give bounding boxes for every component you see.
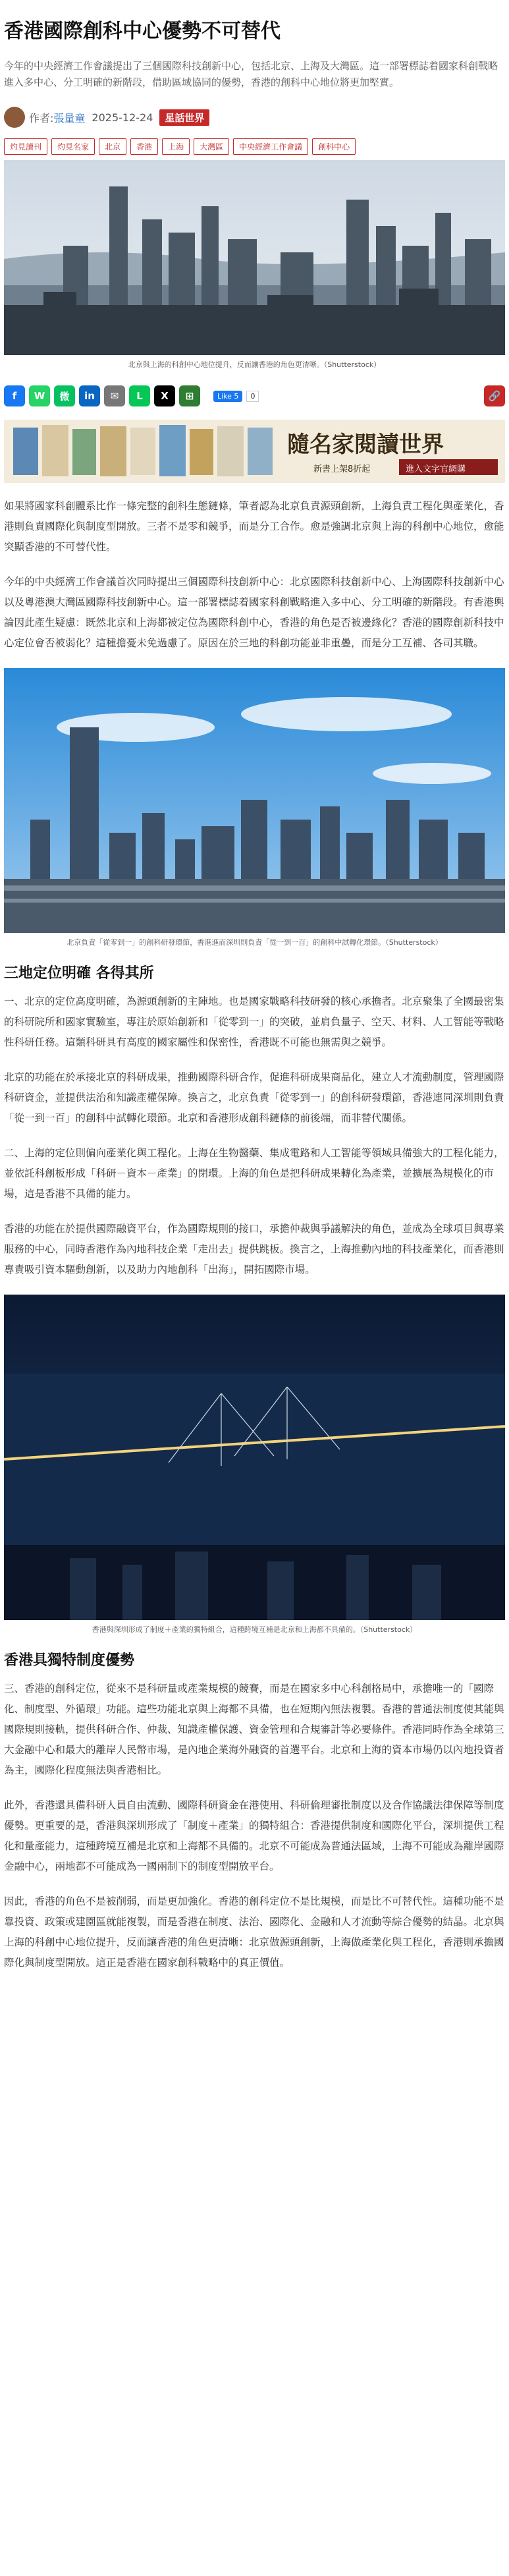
facebook-like-button[interactable]: Like 5: [213, 391, 242, 402]
author-link[interactable]: 張量童: [53, 111, 86, 125]
article-lead: 今年的中央經濟工作會議提出了三個國際科技創新中心，包括北京、上海及大灣區。這一部署標誌着國家科創戰略進入多中心、分工明確的新階段，借助區域協同的優勢，香港的創科中心地位將更加堅實。: [4, 60, 498, 88]
tag-item[interactable]: 創科中心: [312, 138, 356, 155]
tag-item[interactable]: 香港: [130, 138, 158, 155]
body-paragraph: 北京的功能在於承接北京的科研成果，推動國際科研合作，促進科研成果商品化，建立人才流動制度，管理國際科研資金，並提供法治和知識產權保障。換言之，北京負責「從零到一」的創科研發環節，香港連同深圳則負責「從一到一百」的創科中試轉化環節。北京和香港形成創科鏈條的前後端，而非替代關係。: [4, 1071, 504, 1124]
section-heading: 香港具獨特制度優勢: [4, 1652, 135, 1669]
body-paragraph: 一、北京的定位高度明確，為源頭創新的主陣地。也是國家戰略科技研發的核心承擔者。北京聚集了全國最密集的科研院所和國家實驗室，專注於原始創新和「從零到一」的突破，並肩負量子、空天、材料、人工智能等戰略性科研任務。這類科研具有高度的國家屬性和保密性，香港既不可能也無需與之競爭。: [4, 995, 504, 1048]
author-avatar[interactable]: [4, 107, 25, 128]
line-icon[interactable]: L: [129, 385, 150, 406]
linkedin-icon[interactable]: in: [79, 385, 100, 406]
x-icon[interactable]: X: [154, 385, 175, 406]
facebook-icon[interactable]: f: [4, 385, 25, 406]
copy-link-icon[interactable]: 🔗: [484, 385, 505, 406]
hero-image: [4, 160, 505, 355]
author-label: 作者:: [29, 111, 54, 125]
body-paragraph: 三、香港的創科定位，從來不是科研量或產業規模的競賽，而是在國家多中心科創格局中，承擔唯一的「國際化、制度型、外循環」功能。這些功能北京與上海都不具備，也在短期內無法複製。香港的普通法制度使其能與國際規則接軌，提供科研合作、仲裁、知識產權保護、資金管理和合規審計等必要條件。香港同時作為全球第三大金融中心和最大的離岸人民幣市場，是內地企業海外融資的首選平台。北京和上海的資本市場仍以內地投資者為主，國際化程度無法與香港相比。: [4, 1683, 504, 1776]
more-share-icon[interactable]: ⊞: [179, 385, 200, 406]
email-icon[interactable]: ✉: [104, 385, 125, 406]
body-paragraph: 此外，香港還具備科研人員自由流動、國際科研資金在港使用、科研倫理審批制度以及合作協議法律保障等制度優勢。更重要的是，香港與深圳形成了「制度＋產業」的獨特組合：香港提供制度和國際化平台，深圳提供工程化和量產能力，這種跨境互補是北京和上海都不具備的。北京不可能成為普通法區域，上海不可能成為離岸國際金融中心，兩地都不可能成為一國兩制下的制度型開放平台。: [4, 1799, 504, 1872]
image-caption: 北京負責「從零到一」的創科研發環節，香港進而深圳則負責「從一到一百」的創科中試轉化環節。（Shutterstock）: [67, 938, 442, 947]
share-bar: [4, 384, 505, 408]
tag-list: [4, 138, 505, 155]
banner-cta[interactable]: 進入文字官網購: [406, 464, 466, 474]
banner-title: 隨名家閱讀世界: [287, 432, 444, 458]
tag-item[interactable]: 北京: [99, 138, 126, 155]
section-badge[interactable]: 星話世界: [159, 109, 209, 126]
article-image: [4, 1295, 505, 1620]
publish-date: 2025-12-24: [92, 111, 153, 124]
body-paragraph: 因此，香港的角色不是被削弱，而是更加強化。香港的創科定位不是比規模，而是比不可替代性。這種功能不是靠投資、政策或建園區就能複製，而是香港在制度、法治、國際化、金融和人才流動等綜合優勢的結晶。北京與上海的科創中心地位提升，反而讓香港的角色更清晰：北京做源頭創新，上海做產業化與工程化，香港則承擔國際化與制度型開放。這正是香港在國家創科戰略中的真正價值。: [4, 1895, 504, 1969]
image-caption: 香港與深圳形成了制度＋產業的獨特組合，這種跨境互補是北京和上海都不具備的。（Shutterstock）: [92, 1625, 417, 1634]
body-paragraph: 二、上海的定位則偏向產業化與工程化。上海在生物醫藥、集成電路和人工智能等領域具備強大的工程化能力，並依託科創板形成「科研－資本－產業」的閉環。上海的角色是把科研成果轉化為產業，並擴展為規模化的市場，這是香港不具備的能力。: [4, 1147, 504, 1200]
tag-item[interactable]: 上海: [162, 138, 190, 155]
tag-item[interactable]: 灼見名家: [51, 138, 95, 155]
body-paragraph: 如果將國家科創體系比作一條完整的創科生態鏈條，筆者認為北京負責源頭創新，上海負責工程化與產業化，香港則負責國際化與制度型開放。三者不是零和競爭，而是分工合作。愈是強調北京與上海的科創中心地位，愈能突顯香港的不可替代性。: [4, 500, 504, 553]
tag-item[interactable]: 中央經濟工作會議: [233, 138, 308, 155]
image-caption: 北京與上海的科創中心地位提升，反而讓香港的角色更清晰。（Shutterstock）: [128, 360, 381, 369]
tag-item[interactable]: 灼見讀刊: [4, 138, 47, 155]
like-count: 0: [246, 391, 259, 402]
book-banner[interactable]: [4, 420, 505, 483]
wechat-icon[interactable]: 微: [54, 385, 75, 406]
banner-subtitle: 新書上架8折起: [313, 464, 371, 474]
article-image: [4, 668, 505, 933]
article-meta: [4, 104, 505, 130]
body-paragraph: 香港的功能在於提供國際融資平台，作為國際規則的接口，承擔仲裁與爭議解決的角色，並成為全球項目與專業服務的中心，同時香港作為內地科技企業「走出去」提供跳板。換言之，上海推動內地的科技產業化，而香港則專責吸引資本驅動創新，以及助力內地創科「出海」，開拓國際市場。: [4, 1223, 504, 1275]
body-paragraph: 今年的中央經濟工作會議首次同時提出三個國際科技創新中心：北京國際科技創新中心、上海國際科技創新中心以及粵港澳大灣區國際科技創新中心。這一部署標誌着國家科創戰略進入多中心、分工明確的新階段。有香港輿論因此產生疑慮：既然北京和上海都被定位為國際科創中心，香港的角色是否被邊緣化？香港的國際創新科技中心定位會否被弱化？這種擔憂未免過慮了。原因在於三地的科創功能並非重疊，而是分工互補、各司其職。: [4, 576, 504, 649]
section-heading: 三地定位明確 各得其所: [4, 965, 154, 982]
article-title: 香港國際創科中心優勢不可替代: [4, 20, 281, 43]
article-page: [0, 18, 509, 1973]
whatsapp-icon[interactable]: W: [29, 385, 50, 406]
tag-item[interactable]: 大灣區: [194, 138, 229, 155]
